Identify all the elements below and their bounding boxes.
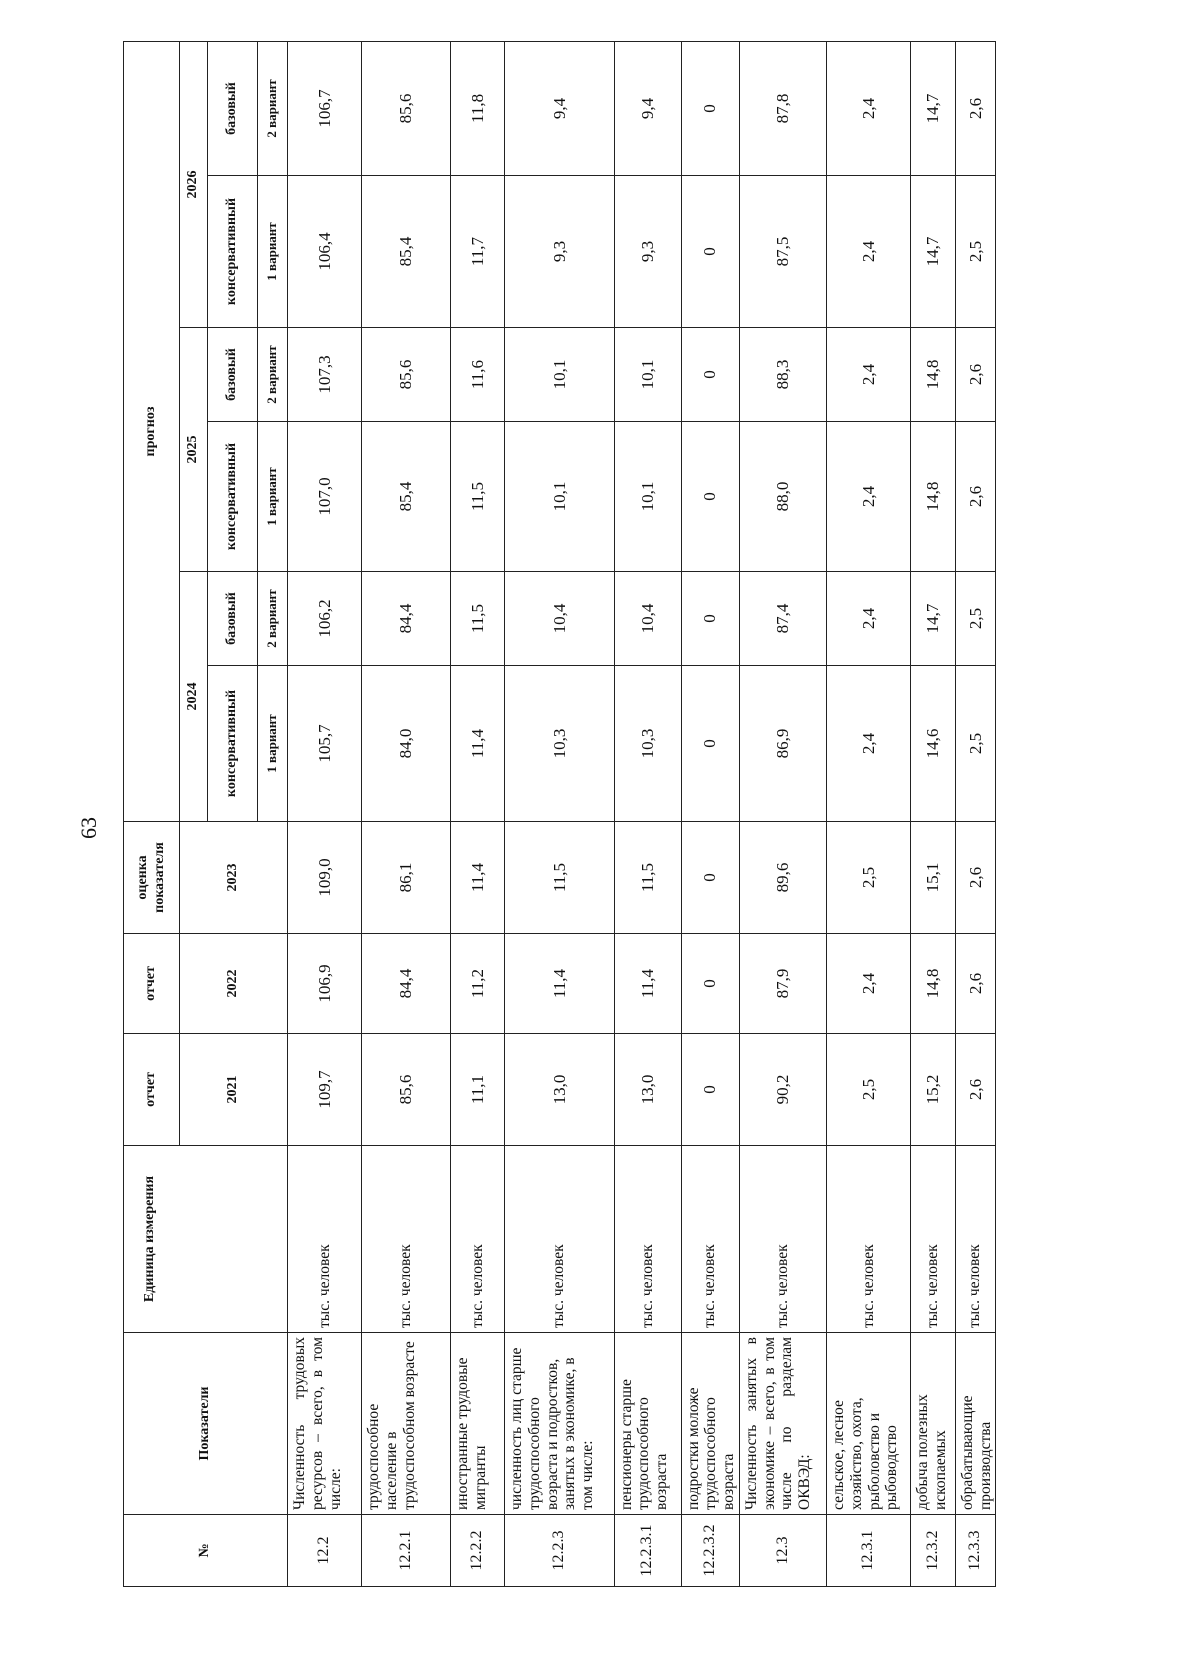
header-base-2024: базовый: [208, 572, 258, 666]
table-header: [124, 41, 288, 1586]
header-year-2021: 2021: [180, 1034, 288, 1146]
value-cell: 13,0: [614, 1034, 681, 1146]
value-cell: 14,7: [911, 176, 956, 328]
value-cell: 105,7: [288, 666, 362, 822]
value-cell: 2,6: [955, 328, 995, 422]
value-cell: 109,7: [288, 1034, 362, 1146]
row-number: 12.2.1: [362, 1515, 451, 1587]
value-cell: 84,4: [362, 572, 451, 666]
value-cell: 106,2: [288, 572, 362, 666]
row-number: 12.2: [288, 1515, 362, 1587]
header-year-2026: 2026: [180, 41, 208, 327]
row-number: 12.2.3.2: [681, 1515, 739, 1587]
value-cell: 2,6: [955, 41, 995, 175]
value-cell: 2,4: [826, 176, 910, 328]
row-number: 12.2.3.1: [614, 1515, 681, 1587]
row-number: 12.3.3: [955, 1515, 995, 1587]
value-cell: 10,1: [505, 328, 615, 422]
value-cell: 2,4: [826, 41, 910, 175]
value-cell: 0: [681, 822, 739, 934]
value-cell: 10,1: [505, 422, 615, 572]
value-cell: 15,1: [911, 822, 956, 934]
unit-cell: тыс. человек: [681, 1146, 739, 1333]
header-year-2024: 2024: [180, 572, 208, 822]
unit-cell: тыс. человек: [451, 1146, 505, 1333]
value-cell: 11,5: [451, 572, 505, 666]
header-variant2-2026: 2 вариант: [258, 41, 288, 175]
row-number: 12.3: [739, 1515, 826, 1587]
indicator-name: подростки моложе трудоспособного возраста: [681, 1333, 739, 1515]
header-conservative-2024: консервативный: [208, 666, 258, 822]
value-cell: 87,8: [739, 41, 826, 175]
value-cell: 11,1: [451, 1034, 505, 1146]
value-cell: 2,4: [826, 934, 910, 1034]
value-cell: 11,4: [451, 666, 505, 822]
table-row: [681, 41, 739, 1586]
value-cell: 106,9: [288, 934, 362, 1034]
value-cell: 2,4: [826, 328, 910, 422]
value-cell: 2,6: [955, 422, 995, 572]
value-cell: 9,3: [614, 176, 681, 328]
value-cell: 2,5: [826, 822, 910, 934]
value-cell: 0: [681, 328, 739, 422]
value-cell: 85,6: [362, 41, 451, 175]
unit-cell: тыс. человек: [362, 1146, 451, 1333]
value-cell: 107,0: [288, 422, 362, 572]
value-cell: 10,4: [505, 572, 615, 666]
value-cell: 13,0: [505, 1034, 615, 1146]
value-cell: 87,5: [739, 176, 826, 328]
value-cell: 84,4: [362, 934, 451, 1034]
value-cell: 107,3: [288, 328, 362, 422]
rotated-table-container: [123, 42, 996, 1587]
header-conservative-2025: консервативный: [208, 422, 258, 572]
value-cell: 2,5: [826, 1034, 910, 1146]
value-cell: 2,4: [826, 572, 910, 666]
value-cell: 10,3: [505, 666, 615, 822]
value-cell: 11,5: [505, 822, 615, 934]
value-cell: 109,0: [288, 822, 362, 934]
value-cell: 106,4: [288, 176, 362, 328]
indicator-name: добыча полезных ископаемых: [911, 1333, 956, 1515]
value-cell: 86,1: [362, 822, 451, 934]
value-cell: 85,4: [362, 422, 451, 572]
value-cell: 88,0: [739, 422, 826, 572]
table-body: [288, 41, 996, 1586]
header-variant1-2025: 1 вариант: [258, 422, 288, 572]
header-estimate: оценка показателя: [124, 822, 180, 934]
row-number: 12.2.2: [451, 1515, 505, 1587]
value-cell: 14,7: [911, 41, 956, 175]
header-year-2023: 2023: [180, 822, 288, 934]
value-cell: 11,4: [451, 822, 505, 934]
value-cell: 9,3: [505, 176, 615, 328]
unit-cell: тыс. человек: [739, 1146, 826, 1333]
header-variant1-2026: 1 вариант: [258, 176, 288, 328]
header-year-2022: 2022: [180, 934, 288, 1034]
table-row: [955, 41, 995, 1586]
header-report-2021: отчет: [124, 1034, 180, 1146]
indicator-name: Численность занятых в экономике – всего, в том числе по разделам ОКВЭД:: [739, 1333, 826, 1515]
table-row: [739, 41, 826, 1586]
value-cell: 10,4: [614, 572, 681, 666]
value-cell: 0: [681, 1034, 739, 1146]
value-cell: 0: [681, 666, 739, 822]
value-cell: 89,6: [739, 822, 826, 934]
value-cell: 2,5: [955, 572, 995, 666]
value-cell: 0: [681, 422, 739, 572]
header-variant2-2025: 2 вариант: [258, 328, 288, 422]
value-cell: 14,8: [911, 422, 956, 572]
value-cell: 85,4: [362, 176, 451, 328]
unit-cell: тыс. человек: [826, 1146, 910, 1333]
indicator-name: обрабатывающие производства: [955, 1333, 995, 1515]
value-cell: 11,6: [451, 328, 505, 422]
row-number: 12.3.1: [826, 1515, 910, 1587]
header-variant1-2024: 1 вариант: [258, 666, 288, 822]
header-base-2026: базовый: [208, 41, 258, 175]
indicator-name: трудоспособное население в трудоспособном возрасте: [362, 1333, 451, 1515]
table-row: [911, 41, 956, 1586]
value-cell: 87,9: [739, 934, 826, 1034]
header-indicator: Показатели: [124, 1333, 288, 1515]
header-report-2022: отчет: [124, 934, 180, 1034]
value-cell: 11,4: [505, 934, 615, 1034]
unit-cell: тыс. человек: [288, 1146, 362, 1333]
unit-cell: тыс. человек: [505, 1146, 615, 1333]
value-cell: 0: [681, 934, 739, 1034]
value-cell: 14,8: [911, 328, 956, 422]
unit-cell: тыс. человек: [955, 1146, 995, 1333]
value-cell: 2,6: [955, 1034, 995, 1146]
value-cell: 0: [681, 176, 739, 328]
value-cell: 2,4: [826, 666, 910, 822]
value-cell: 14,6: [911, 666, 956, 822]
table-row: [826, 41, 910, 1586]
value-cell: 84,0: [362, 666, 451, 822]
value-cell: 11,4: [614, 934, 681, 1034]
value-cell: 86,9: [739, 666, 826, 822]
indicator-name: Численность трудовых ресурсов – всего, в том числе:: [288, 1333, 362, 1515]
value-cell: 9,4: [505, 41, 615, 175]
indicator-name: иностранные трудовые мигранты: [451, 1333, 505, 1515]
indicator-name: пенсионеры старше трудоспособного возраста: [614, 1333, 681, 1515]
forecast-table: [123, 41, 996, 1587]
value-cell: 0: [681, 572, 739, 666]
value-cell: 90,2: [739, 1034, 826, 1146]
value-cell: 85,6: [362, 1034, 451, 1146]
unit-cell: тыс. человек: [911, 1146, 956, 1333]
header-forecast: прогноз: [124, 41, 180, 821]
value-cell: 11,5: [614, 822, 681, 934]
value-cell: 14,7: [911, 572, 956, 666]
value-cell: 10,1: [614, 328, 681, 422]
value-cell: 11,7: [451, 176, 505, 328]
value-cell: 11,8: [451, 41, 505, 175]
header-unit: Единица измерения: [124, 1146, 288, 1333]
indicator-name: численность лиц старше трудоспособного возраста и подростков, занятых в экономике, в том числе:: [505, 1333, 615, 1515]
value-cell: 87,4: [739, 572, 826, 666]
value-cell: 106,7: [288, 41, 362, 175]
value-cell: 11,5: [451, 422, 505, 572]
value-cell: 2,5: [955, 176, 995, 328]
row-number: 12.3.2: [911, 1515, 956, 1587]
value-cell: 9,4: [614, 41, 681, 175]
value-cell: 10,1: [614, 422, 681, 572]
header-conservative-2026: консервативный: [208, 176, 258, 328]
value-cell: 10,3: [614, 666, 681, 822]
value-cell: 2,6: [955, 934, 995, 1034]
value-cell: 2,5: [955, 666, 995, 822]
value-cell: 85,6: [362, 328, 451, 422]
table-row: [505, 41, 615, 1586]
value-cell: 88,3: [739, 328, 826, 422]
value-cell: 11,2: [451, 934, 505, 1034]
header-variant2-2024: 2 вариант: [258, 572, 288, 666]
value-cell: 15,2: [911, 1034, 956, 1146]
header-year-2025: 2025: [180, 328, 208, 572]
table-row: [362, 41, 451, 1586]
indicator-name: сельское, лесное хозяйство, охота, рыболовство и рыбоводство: [826, 1333, 910, 1515]
row-number: 12.2.3: [505, 1515, 615, 1587]
table-row: [451, 41, 505, 1586]
unit-cell: тыс. человек: [614, 1146, 681, 1333]
value-cell: 2,4: [826, 422, 910, 572]
header-base-2025: базовый: [208, 328, 258, 422]
table-row: [288, 41, 362, 1586]
value-cell: 2,6: [955, 822, 995, 934]
value-cell: 0: [681, 41, 739, 175]
table-row: [614, 41, 681, 1586]
page-number: 63: [76, 817, 101, 839]
header-no: №: [124, 1515, 288, 1587]
value-cell: 14,8: [911, 934, 956, 1034]
